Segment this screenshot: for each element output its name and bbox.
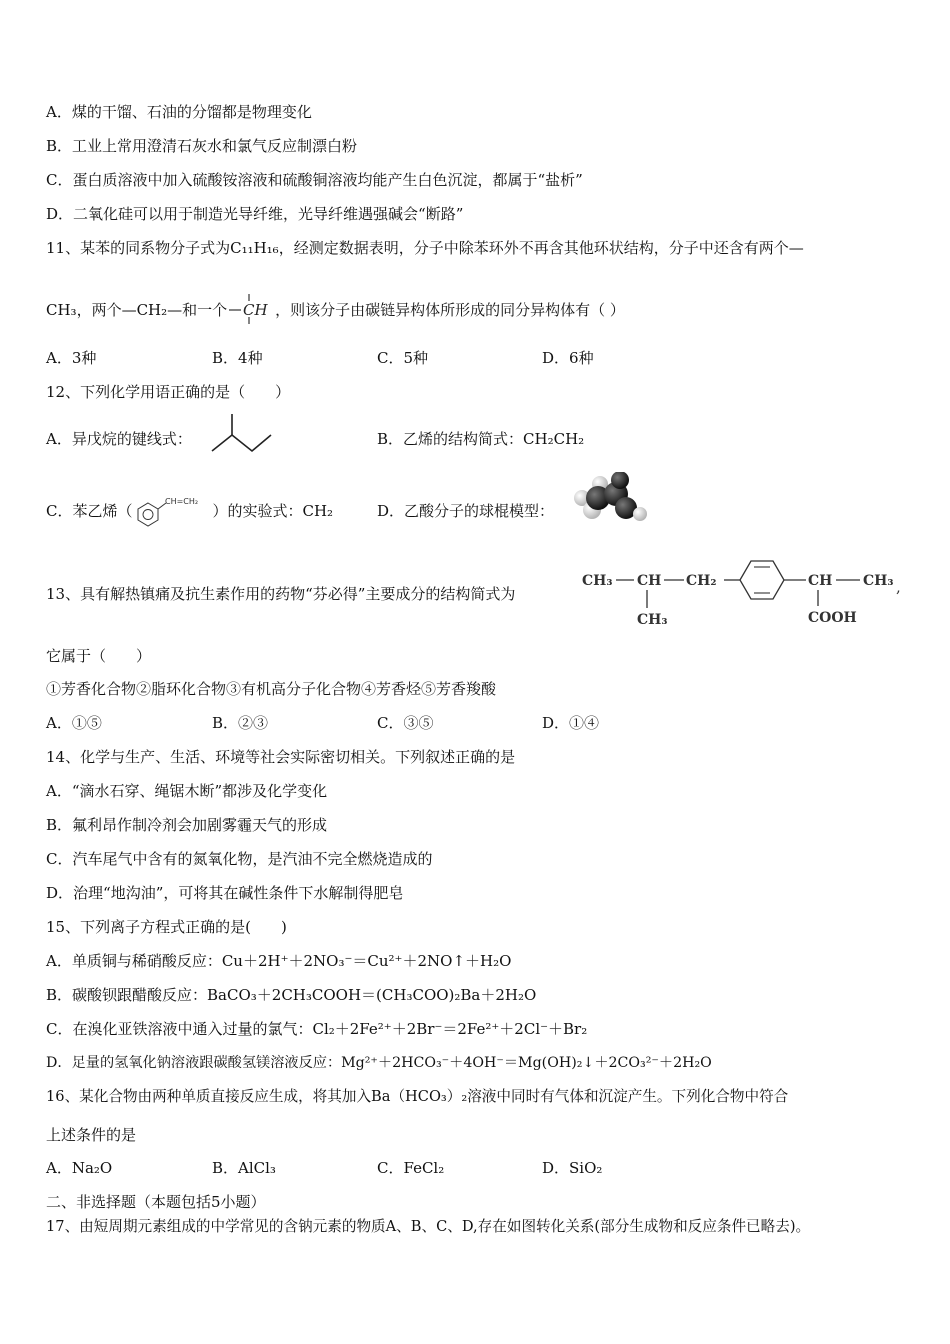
q11-option-d: D．6种: [542, 349, 594, 367]
q15-option-c: C．在溴化亚铁溶液中通入过量的氯气：Cl₂＋2Fe²⁺＋2Br⁻＝2Fe²⁺＋2Cl⁻＋Br₂: [46, 1020, 588, 1038]
mol-group-ch: CH: [637, 573, 662, 589]
mol-group-ch2: CH₂: [686, 573, 717, 589]
q10-option-c: C．蛋白质溶液中加入硫酸铵溶液和硫酸铜溶液均能产生白色沉淀，都属于“盐析”: [46, 171, 583, 189]
mol-group-ch3-left: CH₃: [582, 573, 613, 589]
styrene-figure: [132, 497, 212, 521]
q15-option-b: B．碳酸钡跟醋酸反应：BaCO₃＋2CH₃COOH＝(CH₃COO)₂Ba＋2H₂O: [46, 986, 537, 1004]
q11-stem-line1: 11、某苯的同系物分子式为C₁₁H₁₆，经测定数据表明，分子中除苯环外不再含其他环状结构，分子中还含有两个—: [46, 239, 804, 257]
q15-option-a: A．单质铜与稀硝酸反应：Cu＋2H⁺＋2NO₃⁻＝Cu²⁺＋2NO↑＋H₂O: [46, 952, 512, 970]
mol-group-ch-right: CH: [808, 573, 833, 589]
q16-option-d: D．SiO₂: [542, 1159, 603, 1177]
q16-stem-line1: 16、某化合物由两种单质直接反应生成，将其加入Ba（HCO₃）₂溶液中同时有气体和沉淀产生。下列化合物中符合: [46, 1088, 789, 1105]
q11-option-b: B．4种: [212, 349, 263, 367]
mol-trailing-comma: ,: [896, 578, 901, 596]
q14-option-a: A．“滴水石穿、绳锯木断”都涉及化学变化: [46, 782, 328, 800]
q12-option-a: A．异戊烷的键线式：: [46, 430, 192, 448]
q13-option-a: A．①⑤: [46, 714, 102, 732]
q12-option-c-part2: ）的实验式：CH₂: [212, 502, 334, 520]
q13-option-d: D．①④: [542, 714, 600, 732]
q12-option-b: B．乙烯的结构简式：CH₂CH₂: [377, 430, 585, 448]
styrene-vinyl-label: CH=CH₂: [165, 497, 199, 506]
q12-option-d: D．乙酸分子的球棍模型：: [377, 502, 555, 520]
isopentane-skeletal-figure: [208, 411, 274, 455]
q13-option-b: B．②③: [212, 714, 269, 732]
acetic-acid-ball-model-figure: [570, 472, 650, 528]
q14-stem: 14、化学与生产、生活、环境等社会实际密切相关。下列叙述正确的是: [46, 748, 516, 766]
q13-stem: 13、具有解热镇痛及抗生素作用的药物“芬必得”主要成分的结构简式为: [46, 585, 516, 603]
q16-stem-line2: 上述条件的是: [46, 1126, 137, 1144]
q10-option-d: D．二氧化硅可以用于制造光导纤维，光导纤维遇强碱会“断路”: [46, 205, 464, 223]
q16-option-c: C．FeCl₂: [377, 1159, 445, 1177]
q17-stem: 17、由短周期元素组成的中学常见的含钠元素的物质A、B、C、D,存在如图转化关系(部分生成物和反应条件已略去)。: [46, 1218, 811, 1235]
q16-option-a: A．Na₂O: [46, 1159, 113, 1177]
mol-group-cooh: COOH: [808, 610, 857, 626]
q14-option-b: B．氟利昂作制冷剂会加剧雾霾天气的形成: [46, 816, 328, 834]
q13-option-c: C．③⑤: [377, 714, 434, 732]
q11-stem-part2: ，则该分子由碳链异构体所形成的同分异构体有（ ）: [275, 301, 625, 319]
q12-stem: 12、下列化学用语正确的是（ ）: [46, 383, 291, 401]
mol-group-ch3-right: CH₃: [863, 573, 894, 589]
q12-option-c-part1: C．苯乙烯（: [46, 502, 133, 520]
section-heading: 二、非选择题（本题包括5小题）: [46, 1193, 266, 1211]
q11-option-a: A．3种: [46, 349, 97, 367]
q10-option-a: A．煤的干馏、石油的分馏都是物理变化: [46, 103, 312, 121]
q15-option-d: D．足量的氢氧化钠溶液跟碳酸氢镁溶液反应：Mg²⁺＋2HCO₃⁻＋4OH⁻＝Mg(OH)₂↓＋2CO₃²⁻＋2H₂O: [46, 1055, 712, 1071]
q11-option-c: C．5种: [377, 349, 429, 367]
q16-option-b: B．AlCl₃: [212, 1159, 276, 1177]
q14-option-d: D．治理“地沟油”，可将其在碱性条件下水解制得肥皂: [46, 884, 404, 902]
q12-option-c: [46, 497, 334, 521]
mol-group-ch3-bottom: CH₃: [637, 612, 668, 628]
q13-list: ①芳香化合物②脂环化合物③有机高分子化合物④芳香烃⑤芳香羧酸: [46, 680, 497, 698]
q13-belongs: 它属于（ ）: [46, 647, 152, 665]
q14-option-c: C．汽车尾气中含有的氮氧化物，是汽油不完全燃烧造成的: [46, 850, 433, 868]
q11-stem-part1: CH₃，两个—CH₂—和一个: [46, 301, 228, 319]
q15-stem: 15、下列离子方程式正确的是( ): [46, 918, 287, 936]
ibuprofen-structure-figure: [580, 552, 910, 636]
ch-group-figure: [227, 300, 275, 320]
ch-label: CH: [243, 301, 268, 319]
q11-stem-line2: [46, 300, 625, 320]
q10-option-b: B．工业上常用澄清石灰水和氯气反应制漂白粉: [46, 137, 358, 155]
